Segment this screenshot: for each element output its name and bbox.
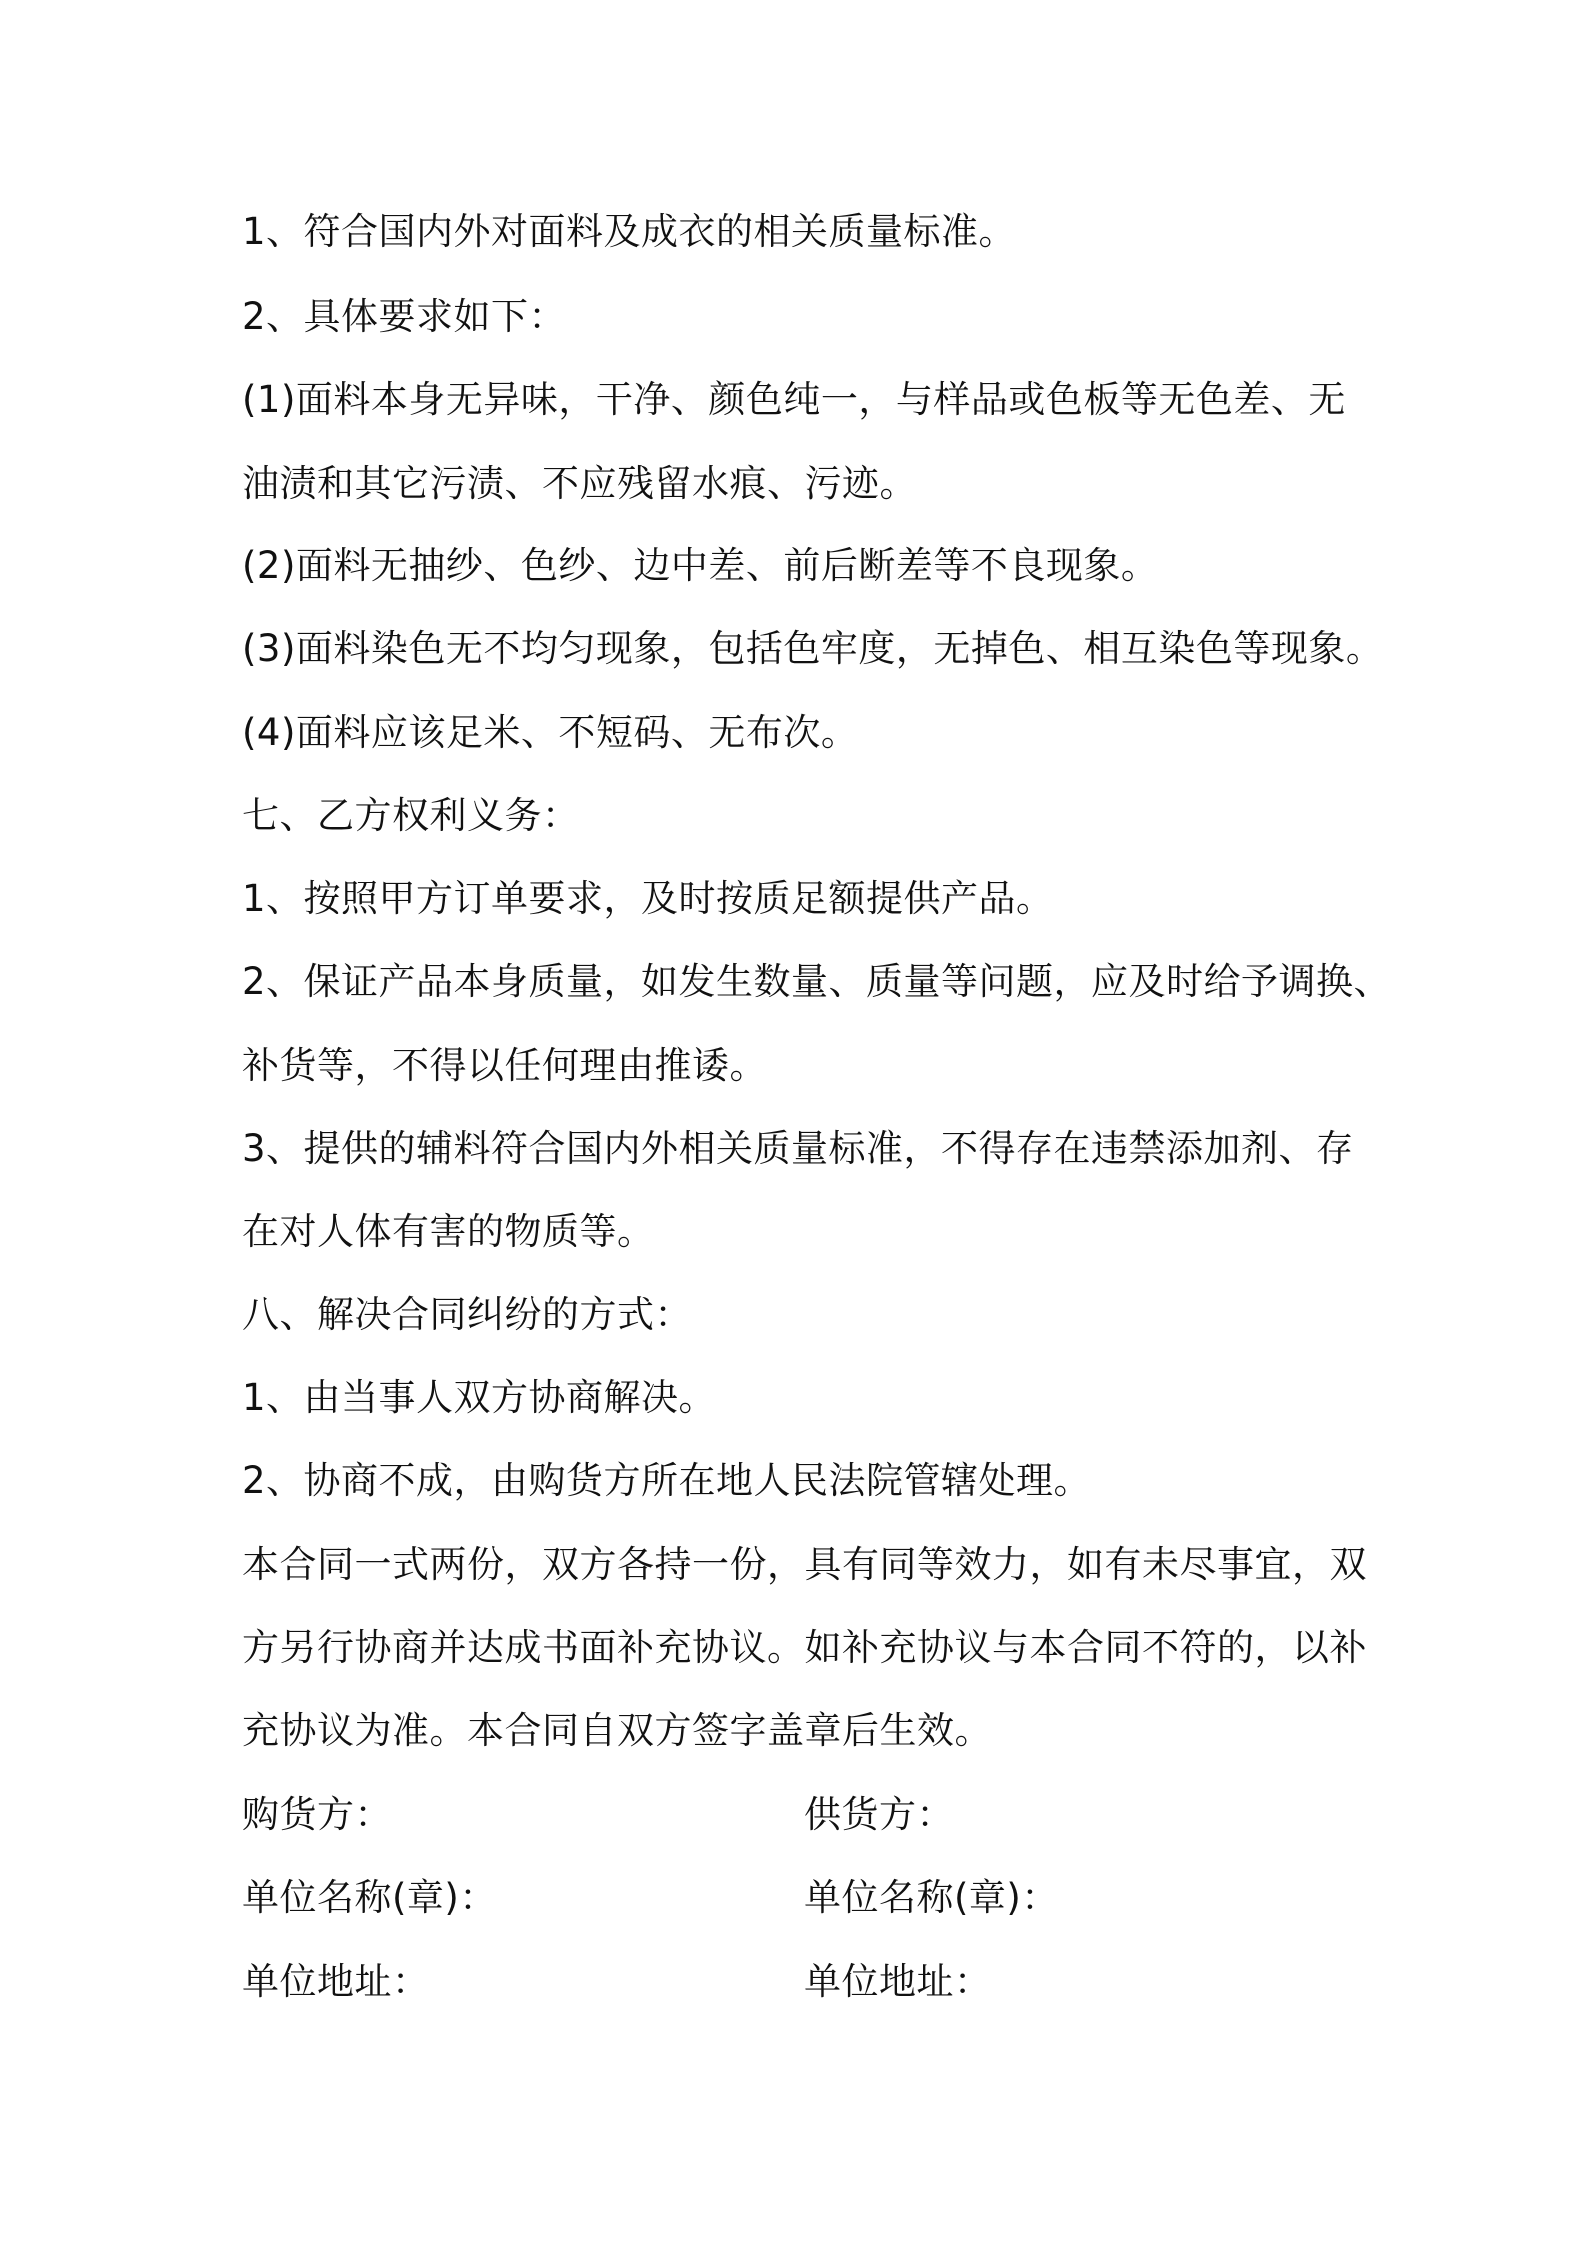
supplier-label: 供货方： [804,1793,954,1836]
buyer-label: 购货方： [242,1793,392,1836]
requirement-1-line-1: (1)面料本身无异味，干净、颜色纯一，与样品或色板等无色差、无 [242,378,1346,421]
buyer-address-label: 单位地址： [242,1960,430,2003]
requirement-4: (4)面料应该足米、不短码、无布次。 [242,711,859,754]
requirement-3: (3)面料染色无不均匀现象，包括色牢度，无掉色、相互染色等现象。 [242,627,1384,670]
supplier-address-label: 单位地址： [804,1960,992,2003]
dispute-2: 2、协商不成，由购货方所在地人民法院管辖处理。 [242,1459,1092,1502]
requirement-2: (2)面料无抽纱、色纱、边中差、前后断差等不良现象。 [242,544,1159,587]
obligation-2-line-2: 补货等，不得以任何理由推诿。 [242,1044,767,1087]
buyer-unit-name-label: 单位名称(章)： [242,1876,497,1919]
requirement-1-line-2: 油渍和其它污渍、不应残留水痕、污迹。 [242,462,917,505]
closing-clause-line-2: 方另行协商并达成书面补充协议。如补充协议与本合同不符的，以补 [242,1626,1367,1669]
dispute-1: 1、由当事人双方协商解决。 [242,1376,717,1419]
section-eight-heading: 八、解决合同纠纷的方式： [242,1293,692,1336]
closing-clause-line-1: 本合同一式两份，双方各持一份，具有同等效力，如有未尽事宜，双 [242,1543,1367,1586]
clause-quality-standard: 1、符合国内外对面料及成衣的相关质量标准。 [242,210,1017,253]
section-seven-heading: 七、乙方权利义务： [242,794,580,837]
closing-clause-line-3: 充协议为准。本合同自双方签字盖章后生效。 [242,1709,992,1752]
obligation-3-line-2: 在对人体有害的物质等。 [242,1210,655,1253]
clause-specific-requirements: 2、具体要求如下： [242,295,567,338]
supplier-unit-name-label: 单位名称(章)： [804,1876,1059,1919]
obligation-2-line-1: 2、保证产品本身质量，如发生数量、质量等问题，应及时给予调换、 [242,960,1392,1003]
obligation-3-line-1: 3、提供的辅料符合国内外相关质量标准，不得存在违禁添加剂、存 [242,1127,1354,1170]
obligation-1: 1、按照甲方订单要求，及时按质足额提供产品。 [242,877,1054,920]
